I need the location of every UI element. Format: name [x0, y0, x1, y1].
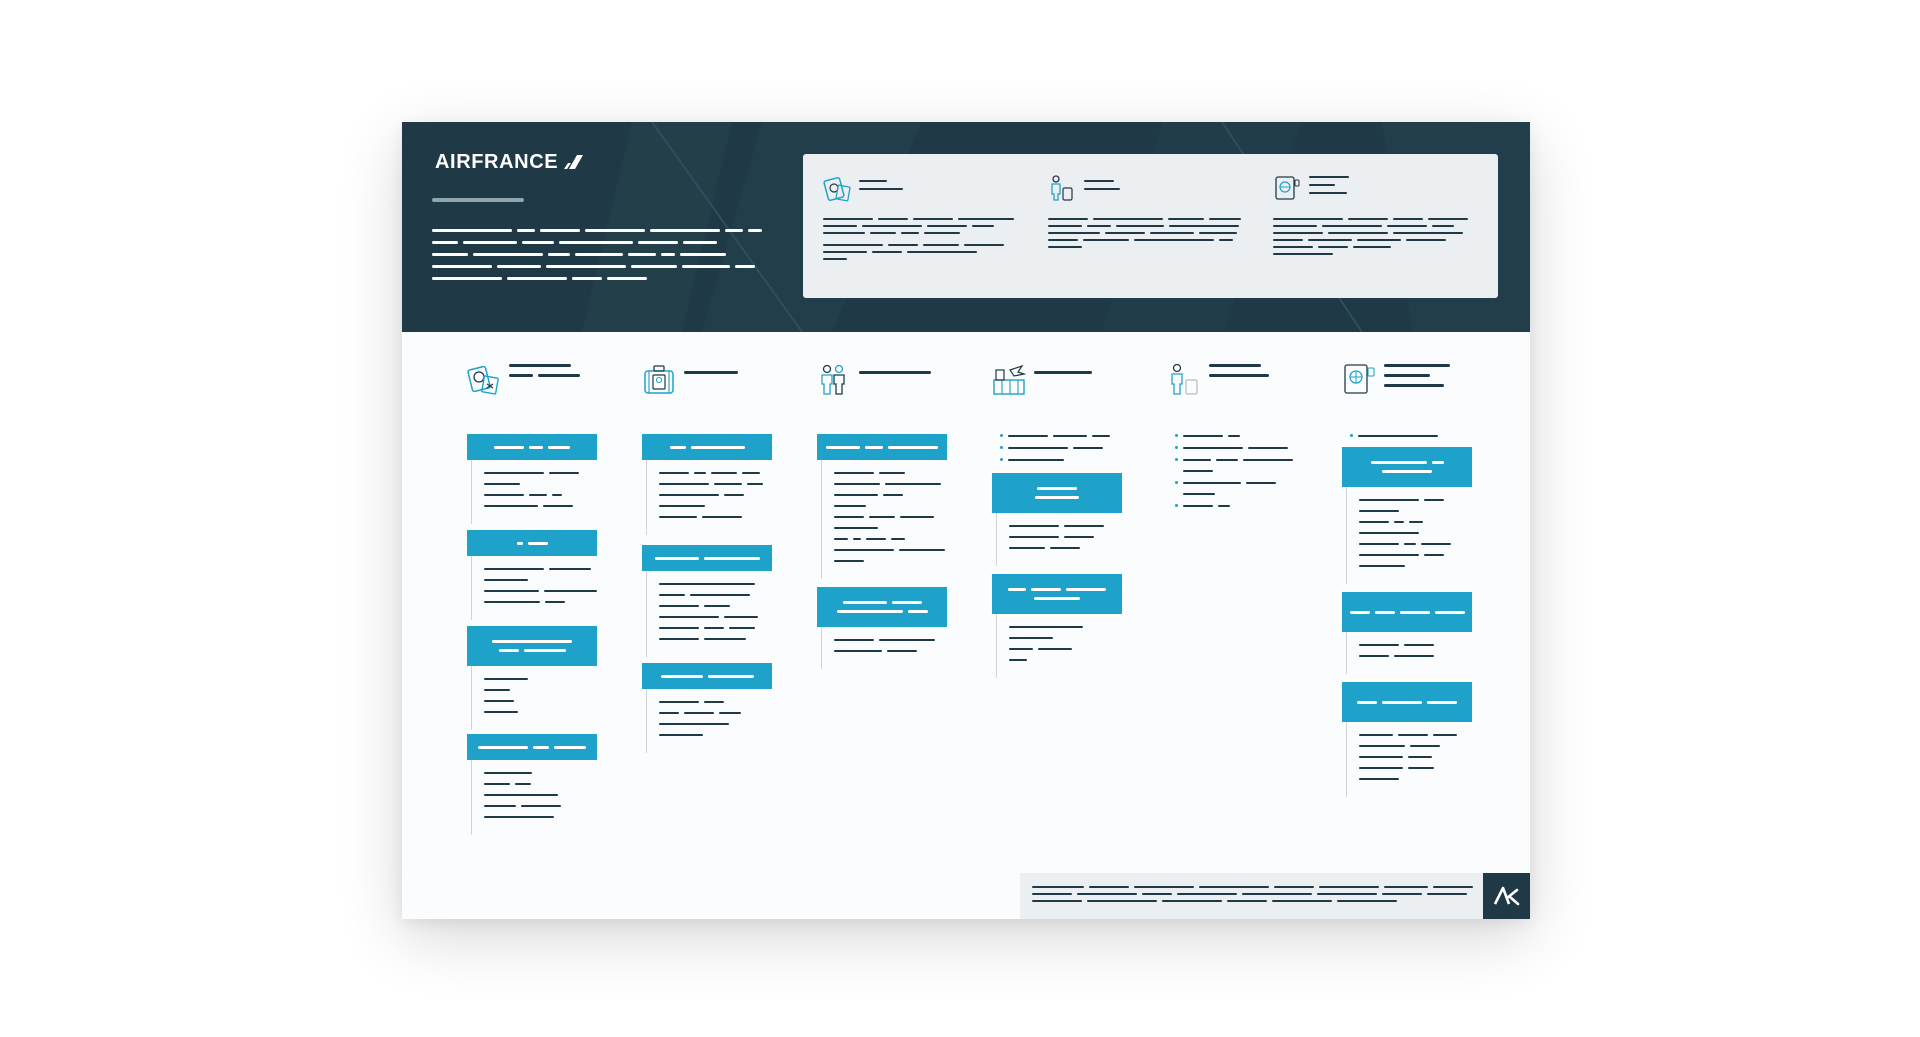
- luggage-icon: [642, 362, 676, 396]
- footer-disclaimer: [1020, 873, 1483, 919]
- section-box: [992, 473, 1122, 513]
- sub-items: [1346, 632, 1472, 674]
- airport-tower-icon: [992, 362, 1026, 396]
- sub-items: [1346, 722, 1472, 797]
- header-accent-rule: [432, 198, 524, 202]
- intro-text-block: [432, 229, 762, 289]
- passport-globe-icon: [1342, 362, 1376, 396]
- sub-items: [1346, 487, 1472, 584]
- sub-items: [471, 460, 597, 524]
- sub-items: [996, 614, 1122, 678]
- passport-globe-icon: [1273, 174, 1301, 202]
- brand-wordmark: AIRFRANCE: [435, 150, 559, 173]
- info-column-1: [823, 174, 1023, 265]
- bullet-list: [1342, 434, 1472, 437]
- sub-items: [471, 556, 597, 620]
- section-box: [1342, 682, 1472, 722]
- section-box: [642, 663, 772, 689]
- section-box: [1342, 447, 1472, 487]
- bullet-list: [992, 434, 1122, 461]
- traveler-with-bag-icon: [1048, 174, 1076, 202]
- airfrance-logo: [435, 149, 584, 175]
- agency-badge: [1483, 873, 1530, 919]
- column-6-header: [1342, 362, 1450, 396]
- column-4-header: [992, 362, 1092, 396]
- sub-items: [471, 666, 597, 730]
- section-box: [817, 587, 947, 627]
- info-column-2: [1048, 174, 1248, 253]
- process-columns: [402, 332, 1530, 919]
- hero-header: [402, 122, 1530, 332]
- sub-items: [646, 571, 772, 657]
- brand-slash-mark: [562, 153, 584, 171]
- column-2-header: [642, 362, 738, 396]
- section-box: [642, 434, 772, 460]
- section-box: [467, 530, 597, 556]
- sub-items: [821, 627, 947, 669]
- section-box: [642, 545, 772, 571]
- column-5-header: [1167, 362, 1269, 396]
- section-box: [467, 434, 597, 460]
- info-panel: [803, 154, 1498, 298]
- section-box: [467, 626, 597, 666]
- column-1-header: [467, 362, 580, 396]
- traveler-with-bag-icon: [1167, 362, 1201, 396]
- section-box: [992, 574, 1122, 614]
- bullet-list: [1167, 434, 1297, 507]
- sub-items: [996, 513, 1122, 566]
- sub-items: [471, 760, 597, 835]
- passport-visa-icon: [823, 174, 851, 202]
- passport-visa-icon: [467, 362, 501, 396]
- section-box: [1342, 592, 1472, 632]
- passengers-icon: [817, 362, 851, 396]
- section-box: [817, 434, 947, 460]
- sub-items: [646, 689, 772, 753]
- agency-monogram-icon: [1493, 886, 1521, 906]
- infographic-poster: [402, 122, 1530, 919]
- info-column-3: [1273, 174, 1473, 260]
- section-box: [467, 734, 597, 760]
- sub-items: [646, 460, 772, 535]
- sub-items: [821, 460, 947, 579]
- column-3-header: [817, 362, 931, 396]
